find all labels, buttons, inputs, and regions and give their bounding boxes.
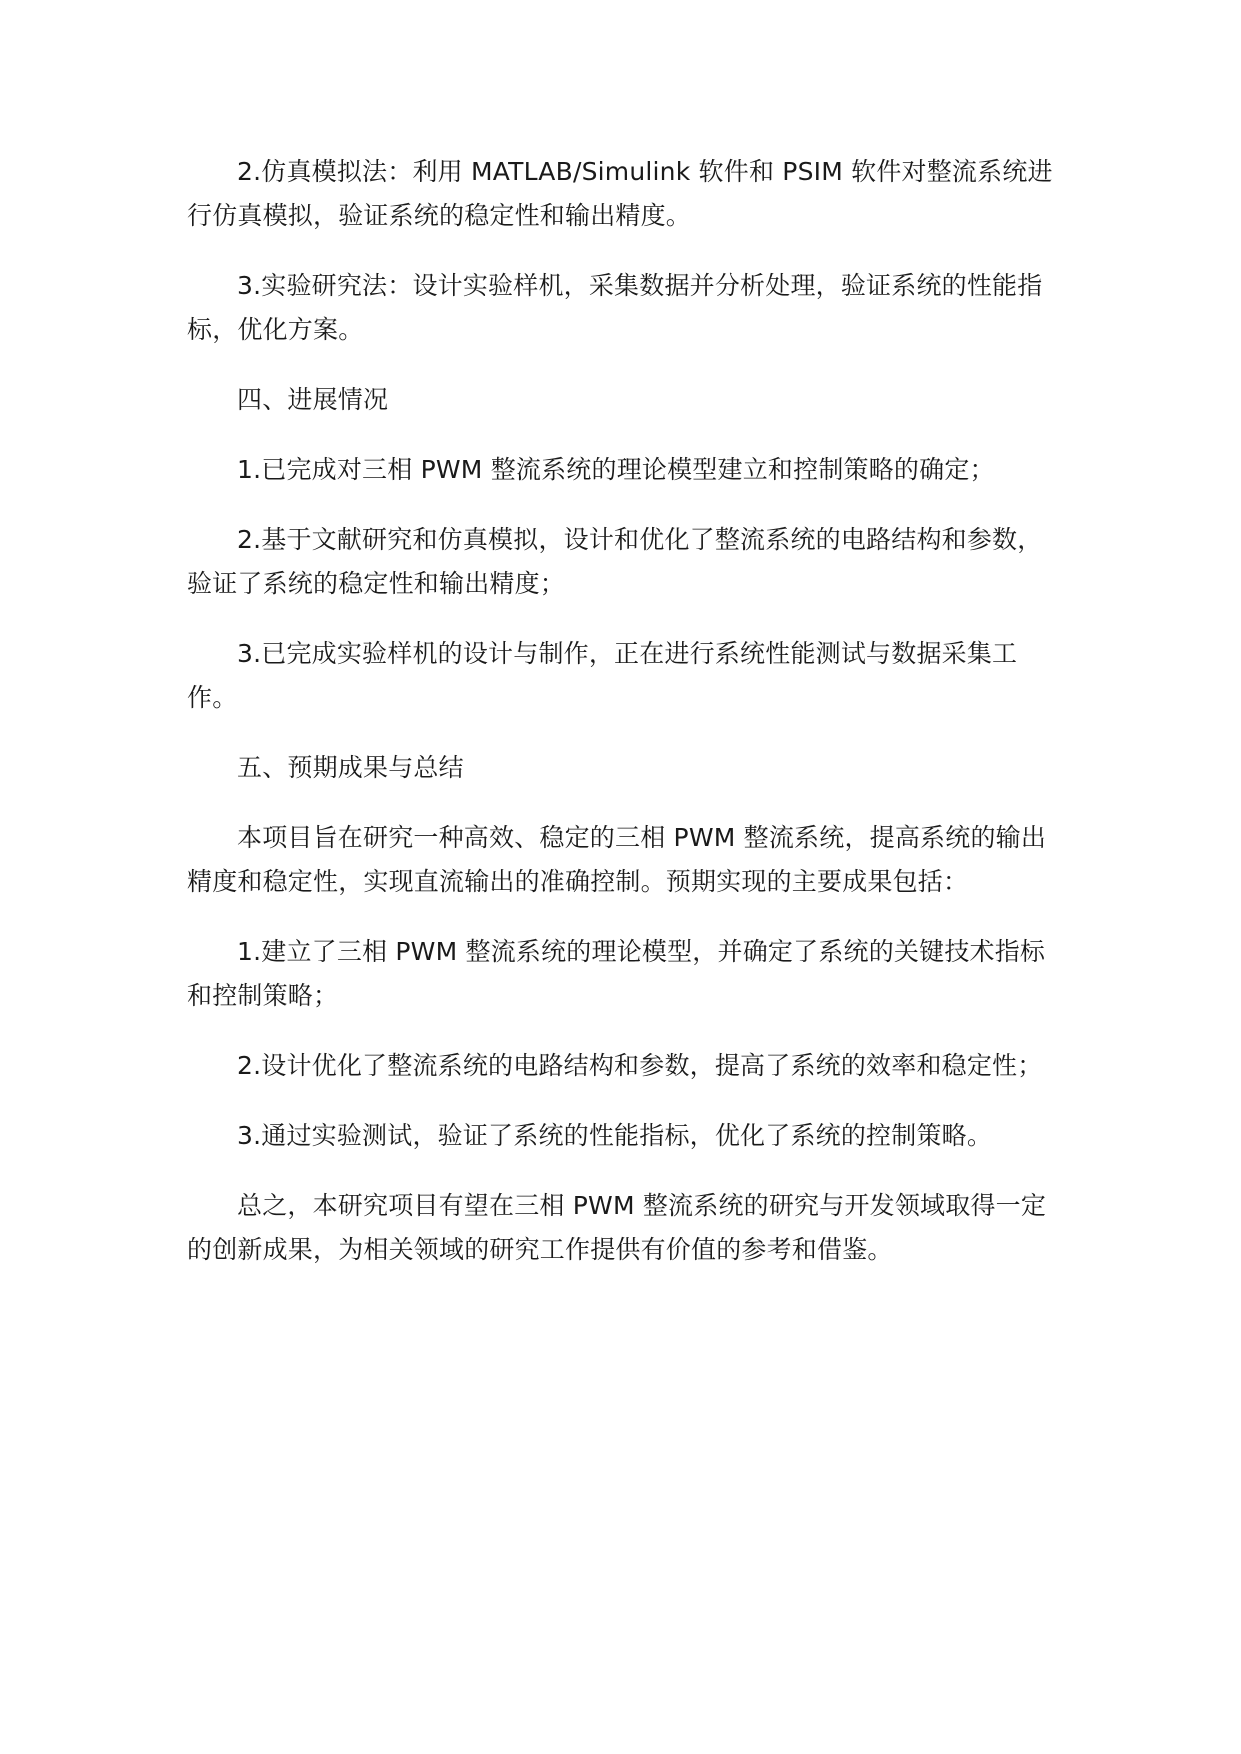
- paragraph-result-2: 2.设计优化了整流系统的电路结构和参数，提高了系统的效率和稳定性；: [237, 1051, 1043, 1080]
- paragraph-result-3: 3.通过实验测试，验证了系统的性能指标，优化了系统的控制策略。: [237, 1121, 993, 1150]
- paragraph-result-1: 1.建立了三相 PWM 整流系统的理论模型，并确定了系统的关键技术指标和控制策略；: [187, 937, 1046, 1010]
- paragraph-method-simulation: 2.仿真模拟法：利用 MATLAB/Simulink 软件和 PSIM 软件对整流系统进行仿真模拟，验证系统的稳定性和输出精度。: [187, 157, 1053, 230]
- document-body: [187, 150, 1057, 1298]
- paragraph-conclusion: 总之，本研究项目有望在三相 PWM 整流系统的研究与开发领域取得一定的创新成果，为相关领域的研究工作提供有价值的参考和借鉴。: [187, 1191, 1047, 1264]
- paragraph-method-experiment: 3.实验研究法：设计实验样机，采集数据并分析处理，验证系统的性能指标，优化方案。: [187, 271, 1043, 344]
- paragraph-progress-3: 3.已完成实验样机的设计与制作，正在进行系统性能测试与数据采集工作。: [187, 639, 1018, 712]
- paragraph-results-intro: 本项目旨在研究一种高效、稳定的三相 PWM 整流系统，提高系统的输出精度和稳定性，实现直流输出的准确控制。预期实现的主要成果包括：: [187, 823, 1047, 896]
- section-heading-progress: 四、进展情况: [237, 385, 389, 414]
- paragraph-progress-1: 1.已完成对三相 PWM 整流系统的理论模型建立和控制策略的确定；: [237, 455, 995, 484]
- paragraph-progress-2: 2.基于文献研究和仿真模拟，设计和优化了整流系统的电路结构和参数，验证了系统的稳定性和输出精度；: [187, 525, 1043, 598]
- section-heading-results: 五、预期成果与总结: [237, 753, 464, 782]
